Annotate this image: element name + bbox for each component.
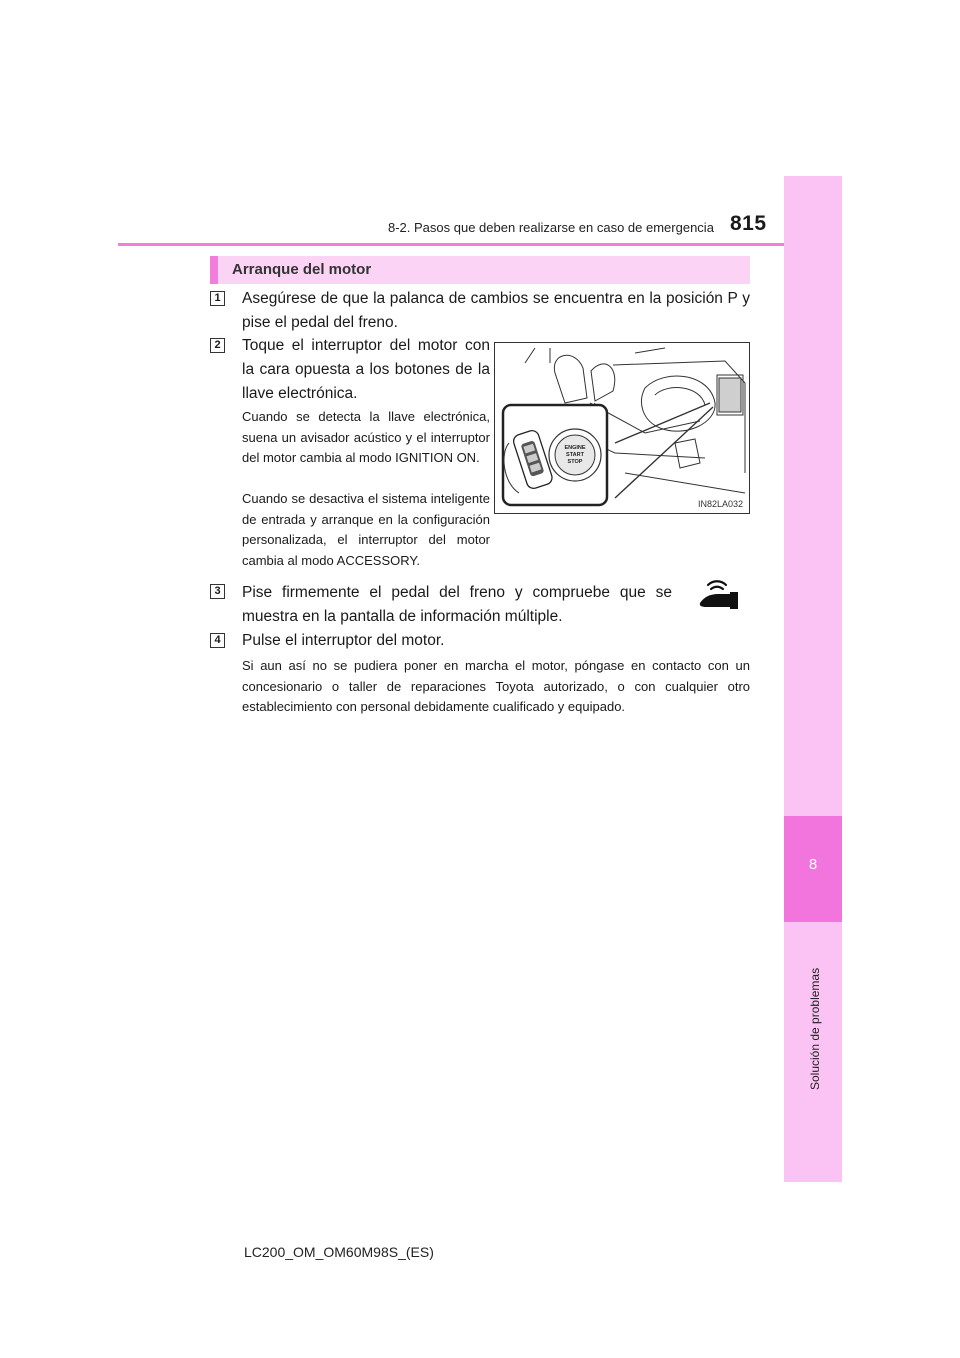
header-section-title: 8-2. Pasos que deben realizarse en caso de emergencia	[388, 220, 714, 235]
step-2-text: Toque el interruptor del motor con la cara opuesta a los botones de la llave electrónica.	[242, 337, 490, 402]
smart-key-indicator-icon	[696, 577, 742, 609]
engine-button-label-3: STOP	[567, 459, 583, 465]
driver-smart-key-illustration	[495, 343, 750, 514]
step-1-text: Asegúrese de que la palanca de cambios se encuentra en la posición P y pise el pedal del freno.	[242, 290, 750, 331]
figure-code: IN82LA032	[697, 499, 743, 509]
engine-button-label-2: START	[566, 452, 584, 458]
step-4-text: Pulse el interruptor del motor.	[242, 632, 445, 649]
step-2-note-1: Cuando se detecta la llave electrónica, suena un avisador acústico y el interruptor del motor cambia al modo IGNITION ON.	[242, 409, 490, 465]
engine-button-label-1: ENGINE	[564, 445, 586, 451]
page-number: 815	[730, 212, 767, 235]
chapter-title: Solución de problemas	[808, 967, 822, 1090]
chapter-number: 8	[808, 856, 818, 873]
header-rule	[118, 243, 784, 246]
section-heading	[210, 256, 750, 284]
step-3-text: Pise firmemente el pedal del freno y compruebe que se muestra en la pantalla de información múltiple.	[242, 584, 672, 625]
step-4-number: 4	[210, 633, 225, 648]
step-2-number: 2	[210, 338, 225, 353]
engine-start-illustration	[494, 342, 750, 514]
section-heading-text: Arranque del motor	[232, 261, 372, 278]
footer-document-code: LC200_OM_OM60M98S_(ES)	[244, 1244, 434, 1260]
step-4-note: Si aun así no se pudiera poner en marcha el motor, póngase en contacto con un concesionario o taller de reparaciones Toyota autorizado, o con cualquier otro establecimiento con personal debidamente cualificado y equipado.	[242, 658, 750, 714]
step-1-number: 1	[210, 291, 225, 306]
step-3-number: 3	[210, 584, 225, 599]
step-2-note-2: Cuando se desactiva el sistema inteligente de entrada y arranque en la configuración personalizada, el interruptor del motor cambia al modo ACCESSORY.	[242, 491, 490, 568]
